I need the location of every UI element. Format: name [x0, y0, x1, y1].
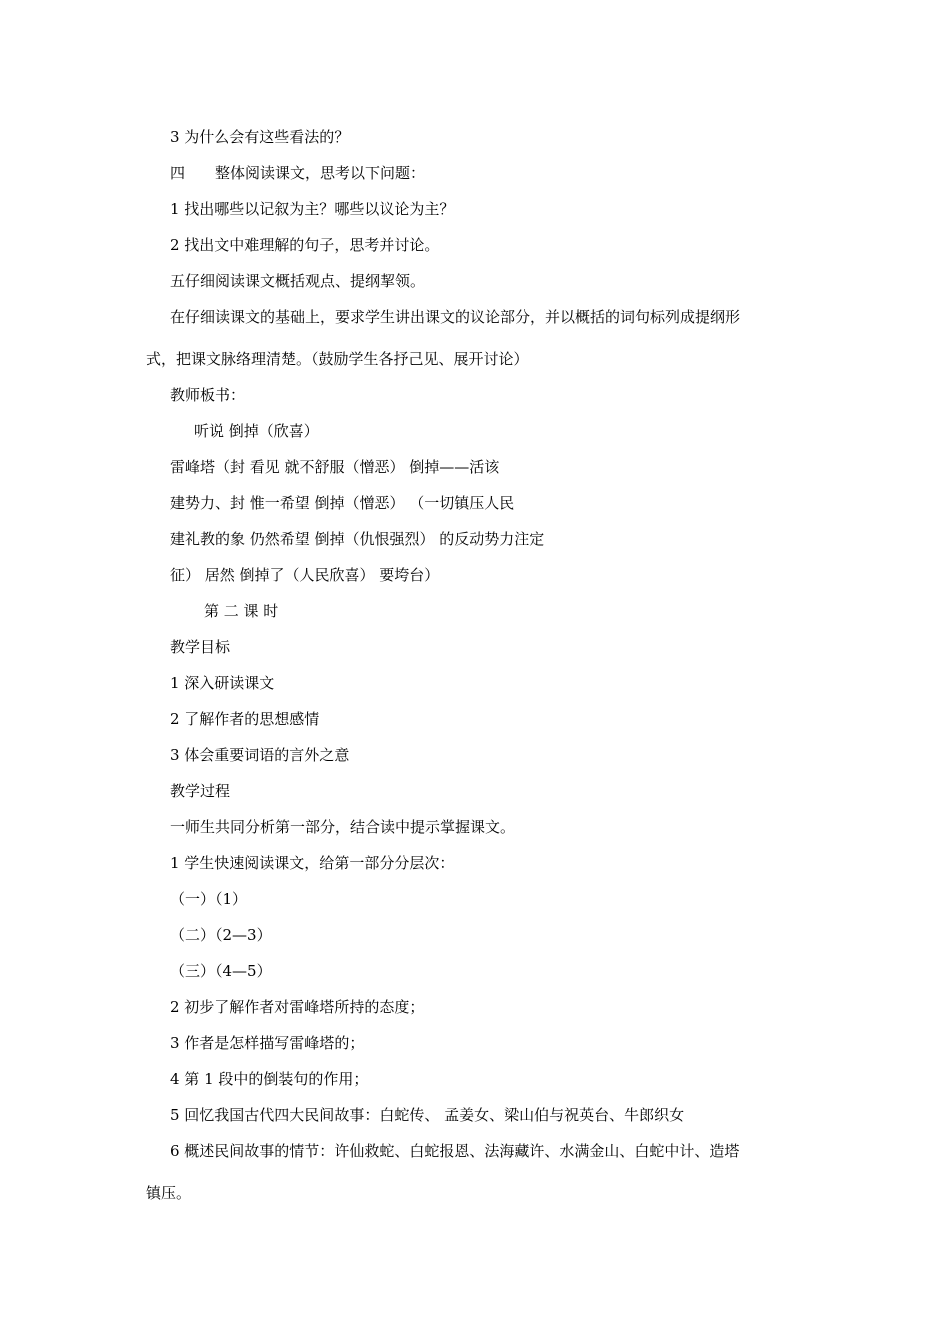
paragraph-line: 镇压。	[146, 1184, 192, 1202]
board-line: 听说 倒掉（欣喜）	[194, 422, 319, 440]
paragraph-line: 式，把课文脉络理清楚。（鼓励学生各抒己见、展开讨论）	[146, 350, 529, 368]
text-line: （二）（2—3）	[170, 926, 272, 944]
section-heading: 教学过程	[170, 782, 231, 800]
paragraph-line: 6 概述民间故事的情节：许仙救蛇、白蛇报恩、法海藏许、水满金山、白蛇中计、造塔	[170, 1142, 740, 1160]
text-line: 1 找出哪些以记叙为主？哪些以议论为主？	[170, 200, 455, 218]
text-line: 2 找出文中难理解的句子，思考并讨论。	[170, 236, 440, 254]
text-line: 2 初步了解作者对雷峰塔所持的态度；	[170, 998, 425, 1016]
text-line: 1 学生快速阅读课文，给第一部分分层次：	[170, 854, 455, 872]
text-line: 1 深入研读课文	[170, 674, 275, 692]
board-line: 建礼教的象 仍然希望 倒掉（仇恨强烈） 的反动势力注定	[170, 530, 545, 548]
text-line: 3 作者是怎样描写雷峰塔的；	[170, 1034, 365, 1052]
lesson-title: 第 二 课 时	[204, 602, 279, 620]
board-line: 征） 居然 倒掉了（人民欣喜） 要垮台）	[170, 566, 440, 584]
section-heading: 四 整体阅读课文，思考以下问题：	[170, 164, 426, 182]
text-line: 3 为什么会有这些看法的？	[170, 128, 350, 146]
section-heading: 教学目标	[170, 638, 231, 656]
text-line: 3 体会重要词语的言外之意	[170, 746, 350, 764]
text-line: 5 回忆我国古代四大民间故事：白蛇传、 孟姜女、梁山伯与祝英台、牛郎织女	[170, 1106, 685, 1124]
board-line: 建势力、封 惟一希望 倒掉（憎恶） （一切镇压人民	[170, 494, 515, 512]
text-line: （一）（1）	[170, 890, 248, 908]
text-line: 教师板书：	[170, 386, 246, 404]
section-heading: 五仔细阅读课文概括观点、提纲挈领。	[170, 272, 426, 290]
text-line: 2 了解作者的思想感情	[170, 710, 320, 728]
text-line: 4 第 1 段中的倒装句的作用；	[170, 1070, 369, 1088]
text-line: 一师生共同分析第一部分，结合读中提示掌握课文。	[170, 818, 516, 836]
text-line: （三）（4—5）	[170, 962, 272, 980]
board-line: 雷峰塔（封 看见 就不舒服（憎恶） 倒掉——活该	[170, 458, 500, 476]
paragraph-line: 在仔细读课文的基础上，要求学生讲出课文的议论部分，并以概括的词句标列成提纲形	[170, 308, 741, 326]
